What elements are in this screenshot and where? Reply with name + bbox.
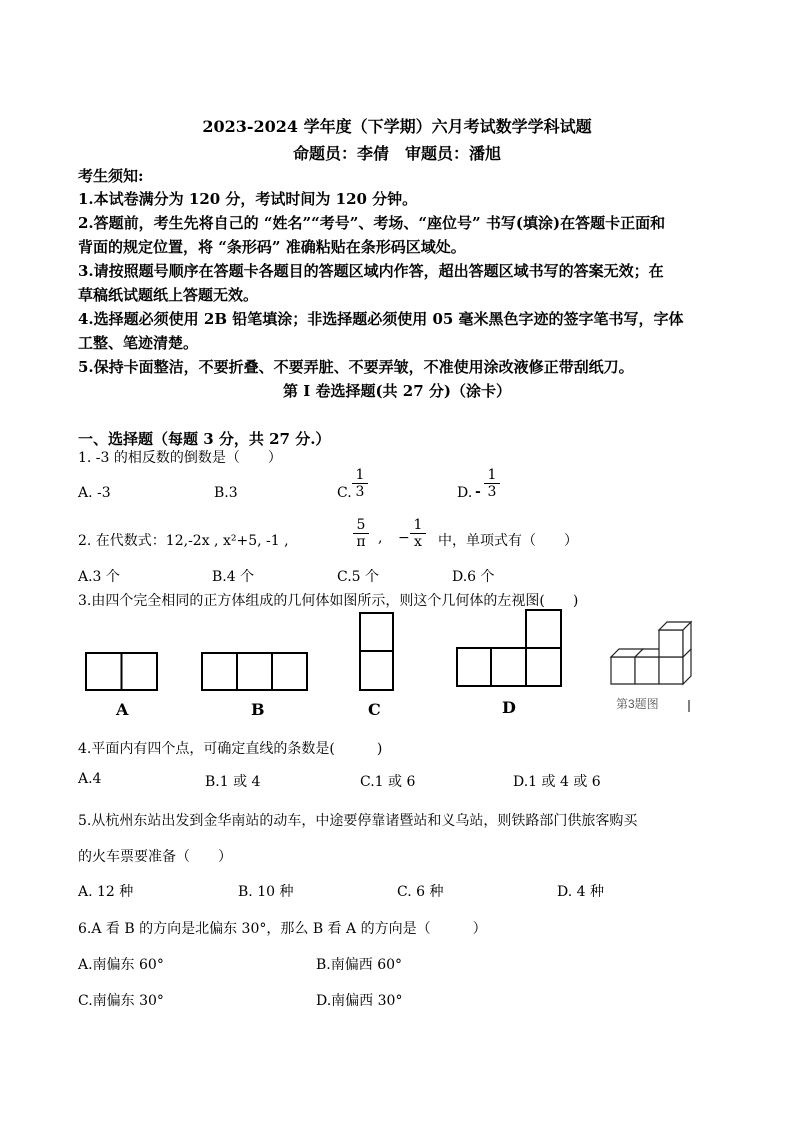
- q4-option-d: D.1 或 4 或 6: [513, 774, 601, 790]
- notice-heading: 考生须知:: [78, 167, 144, 185]
- q3-label-a: A: [116, 700, 129, 719]
- q3-option-a-view: [86, 653, 157, 690]
- q5-option-d: D. 4 种: [557, 884, 604, 900]
- q2-stem-suffix: 中，单项式有（ ）: [438, 533, 578, 549]
- q3-label-c: C: [368, 700, 381, 719]
- q2-option-d: D.6 个: [452, 569, 495, 585]
- q4-stem: 4.平面内有四个点，可确定直线的条数是( ): [78, 741, 383, 757]
- q3-label-b: B: [251, 700, 265, 719]
- q2-option-c: C.5 个: [337, 569, 380, 585]
- notice-line: 2.答题前，考生先将自己的 “姓名”“考号”、考场、“座位号” 书写(填涂)在答题卡正面和: [78, 214, 666, 232]
- q1-option-d-sign: -: [475, 484, 481, 500]
- part1-title: 第 I 卷选择题(共 27 分)（涂卡）: [283, 382, 511, 400]
- q3-option-d-view: [457, 610, 561, 686]
- exam-authors: 命题员：李倩 审题员：潘旭: [292, 144, 501, 163]
- q3-solid-figure: [611, 622, 691, 684]
- notice-line: 4.选择题必须使用 2B 铅笔填涂；非选择题必须使用 05 毫米黑色字迹的签字笔书写，字体: [78, 310, 684, 328]
- q1-option-c-fraction: 1 3: [352, 467, 368, 500]
- q1-option-b: B.3: [214, 485, 238, 501]
- q1-option-d: D.: [457, 485, 473, 501]
- q4-option-c: C.1 或 6: [360, 774, 416, 790]
- q2-comma: ,: [378, 530, 383, 546]
- q1-option-a: A. -3: [78, 485, 111, 501]
- exam-title: 2023-2024 学年度（下学期）六月考试数学学科试题: [202, 117, 592, 136]
- q1-option-d-fraction: 1 3: [484, 467, 500, 500]
- notice-line: 草稿纸试题纸上答题无效。: [78, 286, 259, 304]
- q4-option-b: B.1 或 4: [205, 774, 261, 790]
- q5-stem-line2: 的火车票要准备（ ）: [78, 849, 232, 865]
- q3-label-d: D: [502, 698, 516, 717]
- q6-option-a: A.南偏东 60°: [78, 957, 164, 973]
- q3-option-c-view: [360, 613, 393, 690]
- q6-option-c: C.南偏东 30°: [78, 993, 164, 1009]
- q5-option-b: B. 10 种: [238, 884, 294, 900]
- q3-stem: 3.由四个完全相同的正方体组成的几何体如图所示，则这个几何体的左视图( ): [78, 593, 579, 609]
- notice-line: 3.请按照题号顺序在答题卡各题目的答题区域内作答，超出答题区域书写的答案无效；在: [78, 262, 664, 280]
- q2-stem-prefix: 2. 在代数式：12,-2x , x²+5, -1 ,: [78, 533, 289, 549]
- q5-option-c: C. 6 种: [397, 884, 444, 900]
- q1-option-c: C.: [337, 485, 352, 501]
- q2-fraction-5-pi: 5 π: [353, 517, 369, 550]
- notice-line: 工整、笔迹清楚。: [78, 334, 199, 352]
- q2-option-b: B.4 个: [212, 569, 255, 585]
- notice-line: 背面的规定位置，将 “条形码” 准确粘贴在条形码区域处。: [78, 238, 466, 256]
- q2-fraction-sign: −: [398, 530, 410, 546]
- q6-option-d: D.南偏西 30°: [316, 993, 403, 1009]
- q3-caption: 第3题图: [616, 697, 659, 711]
- q2-option-a: A.3 个: [78, 569, 120, 585]
- q6-option-b: B.南偏西 60°: [316, 957, 403, 973]
- q3-option-b-view: [202, 653, 307, 690]
- section1-title: 一、选择题（每题 3 分，共 27 分.）: [78, 430, 331, 448]
- q5-option-a: A. 12 种: [78, 884, 134, 900]
- q4-option-a: A.4: [78, 771, 102, 787]
- q1-stem: 1. -3 的相反数的倒数是（ ）: [78, 450, 282, 466]
- notice-line: 5.保持卡面整洁，不要折叠、不要弄脏、不要弄皱，不准使用涂改液修正带刮纸刀。: [78, 358, 634, 376]
- notice-line: 1.本试卷满分为 120 分，考试时间为 120 分钟。: [78, 190, 418, 208]
- q2-fraction-1-x: 1 x: [410, 517, 426, 550]
- q6-stem: 6.A 看 B 的方向是北偏东 30°，那么 B 看 A 的方向是（ ）: [78, 921, 487, 937]
- q5-stem-line1: 5.从杭州东站出发到金华南站的动车，中途要停靠诸暨站和义乌站，则铁路部门供旅客购买: [78, 813, 638, 829]
